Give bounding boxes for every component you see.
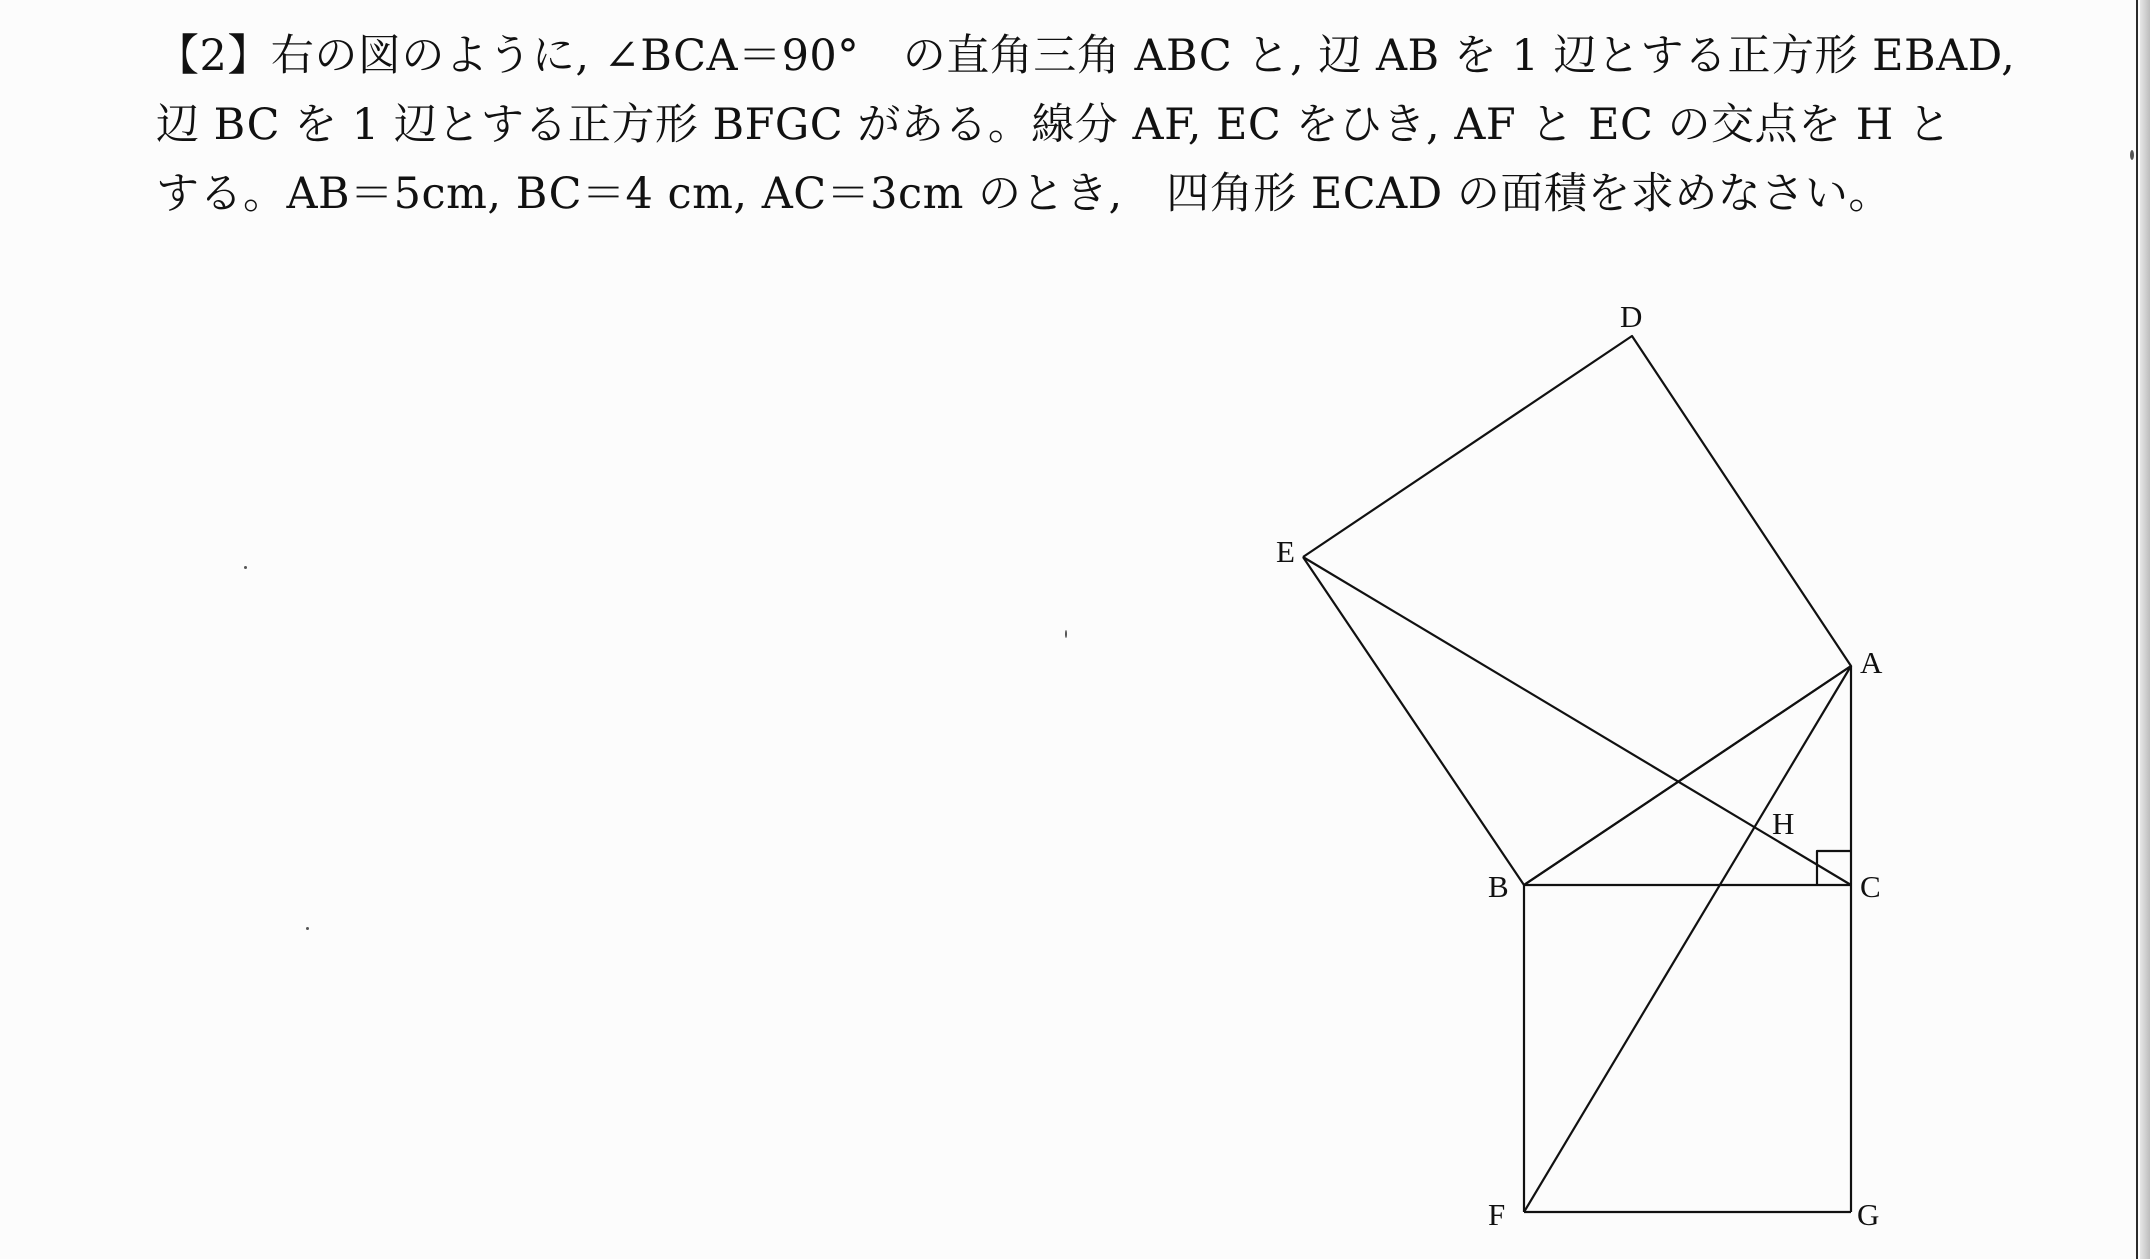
label-h: H: [1772, 806, 1795, 841]
problem-line-2: 辺 BC を 1 辺とする正方形 BFGC がある。線分 AF, EC をひき, AF と EC の交点を H と: [156, 100, 1952, 150]
label-g: G: [1857, 1197, 1880, 1232]
problem-line-3: する。AB＝5cm, BC＝4 cm, AC＝3cm のとき, 四角形 ECAD の面積を求めなさい。: [156, 169, 1892, 219]
segment-af: [1524, 666, 1851, 1212]
label-e: E: [1276, 534, 1295, 569]
scan-speck: [306, 927, 309, 930]
label-c: C: [1860, 869, 1881, 904]
scan-speck: [1065, 630, 1067, 638]
scan-edge-shadow: [2140, 0, 2150, 1259]
label-f: F: [1488, 1197, 1506, 1232]
label-a: A: [1860, 645, 1883, 680]
scan-speck: [244, 566, 247, 569]
scan-edge-line: [2136, 0, 2138, 1259]
label-b: B: [1488, 869, 1509, 904]
problem-line-1: 【2】右の図のように, ∠BCA＝90° の直角三角 ABC と, 辺 AB を 1 辺とする正方形 EBAD,: [156, 31, 2016, 81]
segment-ab-inner: [1524, 666, 1851, 885]
scan-speck: [2130, 150, 2134, 160]
label-d: D: [1620, 299, 1643, 334]
